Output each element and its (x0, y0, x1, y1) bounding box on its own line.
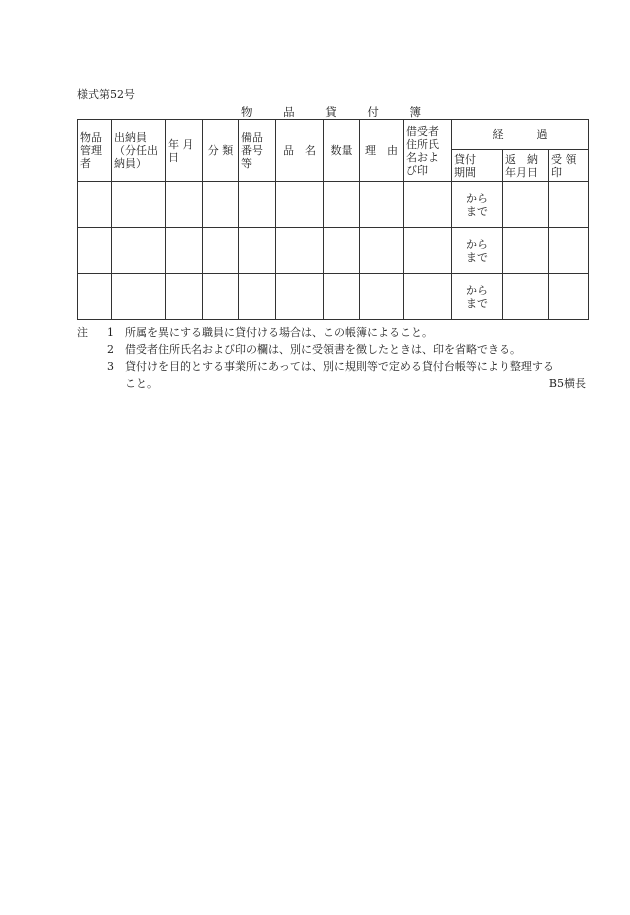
cell-quantity[interactable] (324, 182, 360, 228)
header-borrower: 借受者 住所氏 名およ び印 (404, 120, 452, 182)
notes-section (77, 324, 587, 392)
note-text: 所属を異にする職員に貸付ける場合は、この帳簿によること。 (125, 326, 433, 339)
note-continuation-text: こと。 (125, 377, 158, 390)
header-goods-manager: 物品 管理 者 (78, 120, 112, 182)
cell-disbursing-officer[interactable] (112, 182, 166, 228)
notes-label: 注 (77, 326, 88, 339)
note-item (77, 341, 587, 358)
note-text: 借受者住所氏名および印の欄は、別に受領書を徴したときは、印を省略できる。 (125, 343, 521, 356)
header-loan-period: 貸付 期間 (452, 150, 503, 182)
note-number: 3 (107, 360, 114, 373)
note-item (77, 324, 587, 341)
cell-item-name[interactable] (276, 182, 324, 228)
cell-receipt-seal[interactable] (549, 228, 589, 274)
cell-goods-manager[interactable] (78, 228, 112, 274)
cell-return-date[interactable] (503, 182, 549, 228)
cell-item-name[interactable] (276, 274, 324, 320)
title-char: 物 (241, 105, 253, 119)
cell-equipment-number[interactable] (239, 228, 276, 274)
table-row (78, 228, 589, 274)
cell-goods-manager[interactable] (78, 274, 112, 320)
cell-quantity[interactable] (324, 274, 360, 320)
cell-receipt-seal[interactable] (549, 274, 589, 320)
cell-receipt-seal[interactable] (549, 182, 589, 228)
header-quantity: 数量 (324, 120, 360, 182)
cell-return-date[interactable] (503, 274, 549, 320)
cell-disbursing-officer[interactable] (112, 274, 166, 320)
table-row (78, 274, 589, 320)
cell-item-name[interactable] (276, 228, 324, 274)
header-receipt-seal: 受 領 印 (549, 150, 589, 182)
cell-reason[interactable] (360, 274, 404, 320)
cell-loan-period[interactable]: から まで (452, 182, 503, 228)
form-number: 様式第52号 (77, 88, 135, 101)
cell-borrower[interactable] (404, 228, 452, 274)
cell-date[interactable] (166, 274, 203, 320)
note-continuation (77, 375, 587, 392)
header-date: 年 月 日 (166, 120, 203, 182)
title-char: 貸 (325, 105, 337, 119)
cell-classification[interactable] (203, 182, 239, 228)
cell-reason[interactable] (360, 182, 404, 228)
cell-date[interactable] (166, 228, 203, 274)
note-item (77, 358, 587, 375)
header-progress: 経 過 (452, 120, 589, 150)
cell-goods-manager[interactable] (78, 182, 112, 228)
cell-classification[interactable] (203, 274, 239, 320)
title-char: 簿 (409, 105, 421, 119)
cell-quantity[interactable] (324, 228, 360, 274)
cell-equipment-number[interactable] (239, 274, 276, 320)
note-number: 2 (107, 343, 114, 356)
header-return-date: 返 納 年月日 (503, 150, 549, 182)
document-title (241, 104, 421, 120)
cell-loan-period[interactable]: から まで (452, 274, 503, 320)
cell-loan-period[interactable]: から まで (452, 228, 503, 274)
goods-loan-ledger-table (77, 119, 589, 320)
cell-disbursing-officer[interactable] (112, 228, 166, 274)
note-number: 1 (107, 326, 114, 339)
cell-borrower[interactable] (404, 274, 452, 320)
title-char: 品 (283, 105, 295, 119)
cell-return-date[interactable] (503, 228, 549, 274)
header-reason: 理 由 (360, 120, 404, 182)
cell-equipment-number[interactable] (239, 182, 276, 228)
cell-borrower[interactable] (404, 182, 452, 228)
table-row (78, 182, 589, 228)
title-char: 付 (367, 105, 379, 119)
header-disbursing-officer: 出納員 （分任出 納員） (112, 120, 166, 182)
cell-reason[interactable] (360, 228, 404, 274)
header-equipment-number: 備品 番号 等 (239, 120, 276, 182)
header-classification: 分 類 (203, 120, 239, 182)
paper-size-label: B5横長 (548, 377, 586, 390)
cell-date[interactable] (166, 182, 203, 228)
header-item-name: 品 名 (276, 120, 324, 182)
cell-classification[interactable] (203, 228, 239, 274)
note-text: 貸付けを目的とする事業所にあっては、別に規則等で定める貸付台帳等により整理する (125, 360, 554, 373)
